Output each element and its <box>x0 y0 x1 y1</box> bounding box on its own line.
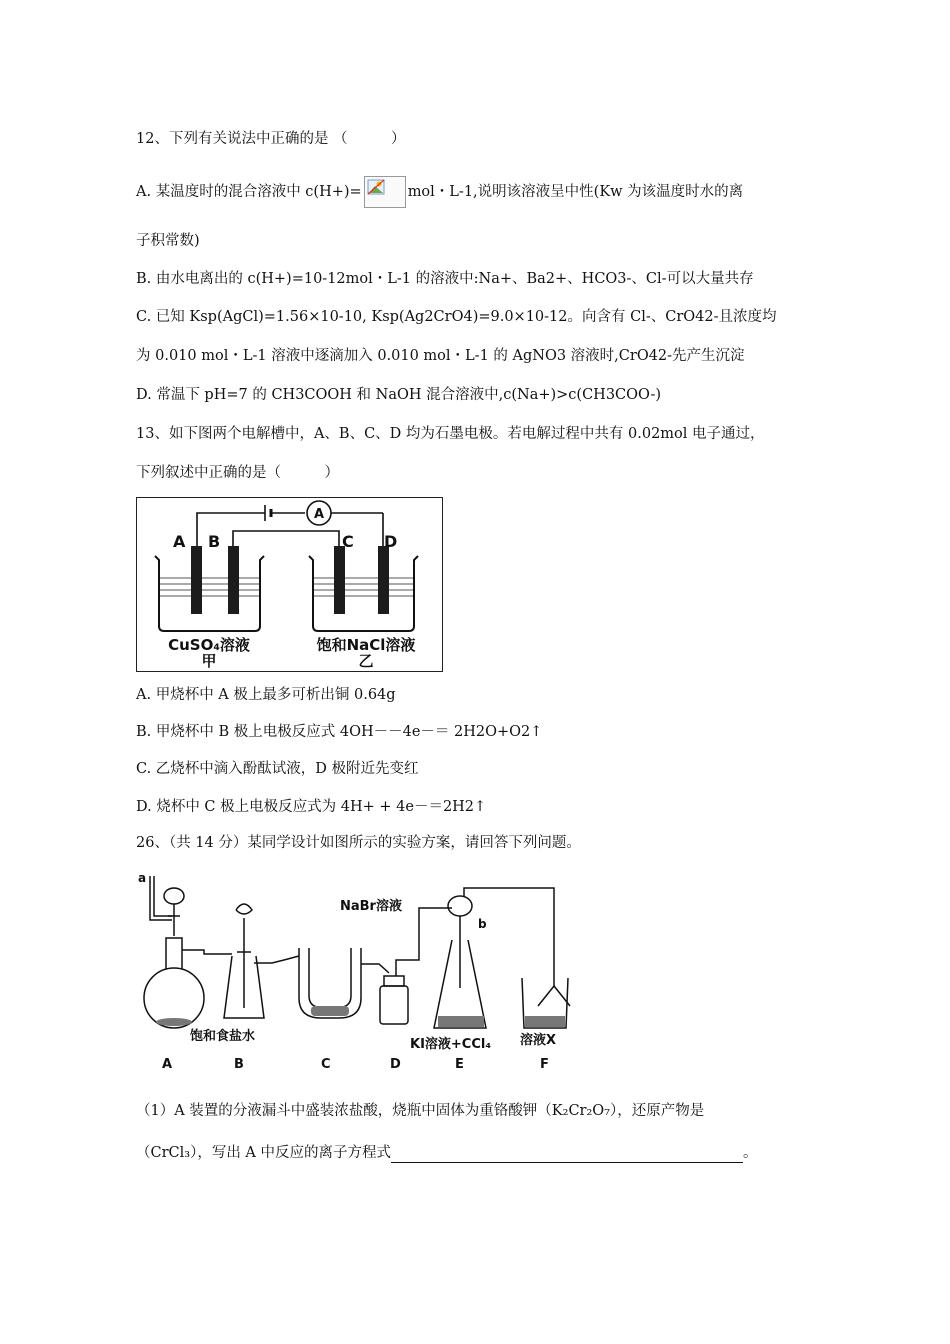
q26-stem: 26、（共 14 分）某同学设计如图所示的实验方案，请回答下列问题。 <box>136 835 581 851</box>
q13-option-a: A. 甲烧杯中 A 极上最多可析出铜 0.64g <box>136 687 396 703</box>
right-solution-label: 饱和NaCl溶液 <box>316 636 416 654</box>
q26-part1-line2-post: 。 <box>743 1145 758 1161</box>
q13-option-b: B. 甲烧杯中 B 极上电极反应式 4OH－－4e－＝ 2H2O+O2↑ <box>136 724 543 740</box>
q12-option-c-cont: 为 0.010 mol・L-1 溶液中逐滴加入 0.010 mol・L-1 的 AgNO3 溶液时,CrO42-先产生沉淀 <box>136 348 745 364</box>
left-solution-label: CuSO₄溶液 <box>168 636 250 654</box>
electrode-d-label: D <box>384 532 398 551</box>
q12-option-d: D. 常温下 pH=7 的 CH3COOH 和 NaOH 混合溶液中,c(Na+)>c(CH3COO-) <box>136 387 662 403</box>
electrode-c-label: C <box>342 532 354 551</box>
q26-part1-line1: （1）A 装置的分液漏斗中盛装浓盐酸，烧瓶中固体为重铬酸钾（K₂Cr₂O₇），还原产物是 <box>136 1103 705 1119</box>
q13-option-c: C. 乙烧杯中滴入酚酞试液，D 极附近先变红 <box>136 761 419 777</box>
q13-stem-cont: 下列叙述中正确的是（ ） <box>136 465 339 481</box>
q12-option-c: C. 已知 Ksp(AgCl)=1.56×10-10, Ksp(Ag2CrO4)=9.0×10-12。向含有 Cl-、CrO42-且浓度均 <box>136 309 777 325</box>
nabr-label: NaBr溶液 <box>340 899 402 914</box>
broken-image-icon <box>364 176 406 208</box>
ammeter-label: A <box>313 507 325 522</box>
q26-part1-line2 <box>136 1143 758 1163</box>
apparatus-a-label: A <box>162 1057 173 1072</box>
ki-label: KI溶液+CCl₄ <box>410 1037 492 1052</box>
answer-blank <box>391 1148 743 1163</box>
electrode-b-label: B <box>208 532 221 551</box>
q13-stem: 13、如下图两个电解槽中，A、B、C、D 均为石墨电极。若电解过程中共有 0.02mol 电子通过， <box>136 426 765 442</box>
label-b: b <box>478 917 487 931</box>
q12-option-a <box>136 176 743 208</box>
electrode-a-label: A <box>173 532 186 551</box>
q26-part1-line2-pre: （CrCl₃），写出 A 中反应的离子方程式 <box>136 1145 392 1161</box>
q12-option-b: B. 由水电离出的 c(H+)=10-12mol・L-1 的溶液中:Na+、Ba2+、HCO3-、Cl-可以大量共存 <box>136 271 754 287</box>
electrolysis-figure <box>136 497 443 672</box>
label-a: a <box>138 871 147 885</box>
q12-option-a-post: mol・L-1,说明该溶液呈中性(Kw 为该温度时水的离 <box>407 184 744 200</box>
apparatus-d-label: D <box>390 1057 401 1072</box>
right-beaker-name: 乙 <box>358 652 374 670</box>
apparatus-figure <box>134 868 584 1078</box>
apparatus-c-label: C <box>321 1057 331 1072</box>
apparatus-f-label: F <box>540 1057 549 1072</box>
q12-option-a-pre: A. 某温度时的混合溶液中 c(H+)= <box>136 184 362 200</box>
q13-option-d: D. 烧杯中 C 极上电极反应式为 4H+ + 4e－＝2H2↑ <box>136 799 487 815</box>
apparatus-b-label: B <box>234 1057 244 1072</box>
solution-x-label: 溶液X <box>520 1033 557 1048</box>
apparatus-e-label: E <box>455 1057 464 1072</box>
brine-label: 饱和食盐水 <box>190 1029 256 1044</box>
q12-option-a-cont: 子积常数) <box>136 233 200 249</box>
q12-stem: 12、下列有关说法中正确的是 （ ） <box>136 131 406 147</box>
left-beaker-name: 甲 <box>201 652 217 670</box>
